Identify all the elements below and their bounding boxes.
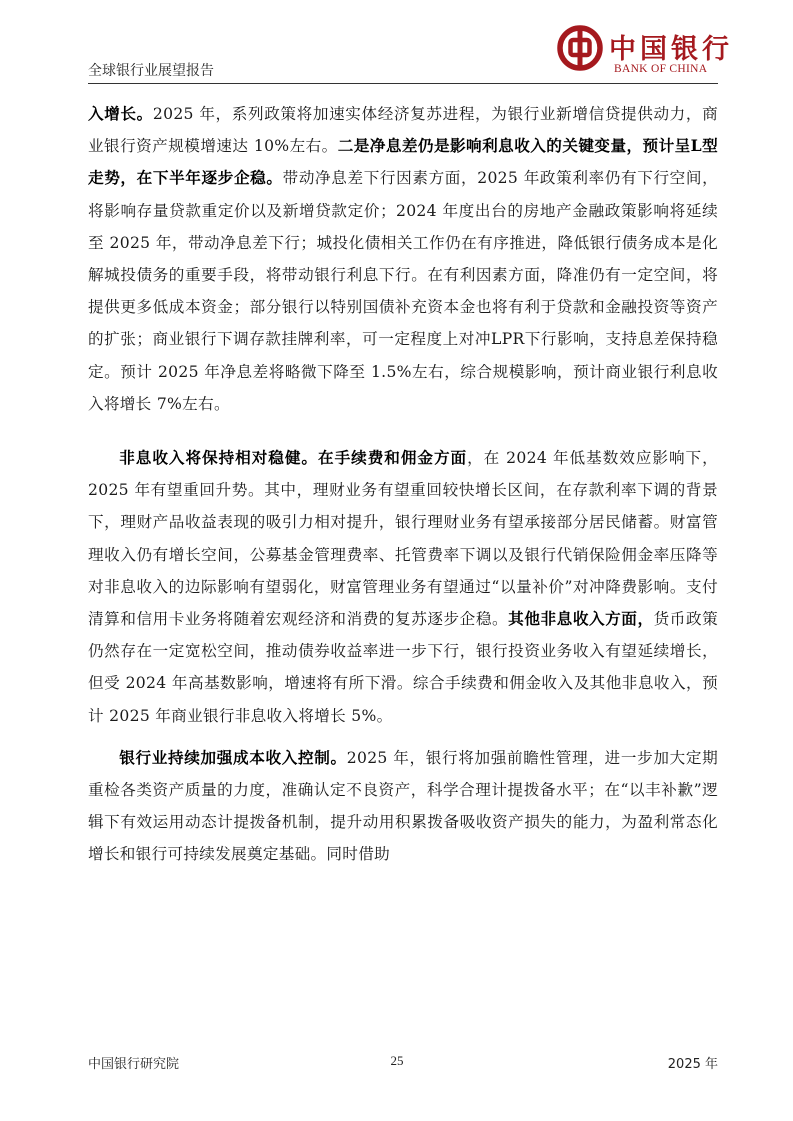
body-text: ，在 2024 年低基数效应影响下，2025 年有望重回升势。其中，理财业务有望重回较快增长区间，在存款利率下调的背景下，理财产品收益表现的吸引力相对提升，银行理财业务有望承接部分居民储蓄。财富管理收入仍有增长空间，公募基金管理费率、托管费率下调以及银行代销保险佣金率压降等对非息收入的边际影响有望弱化，财富管理业务有望通过“以量补价”对冲降费影响。支付清算和信用卡业务将随着宏观经济和消费的复苏逐步企稳。 (88, 449, 718, 629)
bold-text: 入增长。 (88, 104, 153, 123)
paragraph-cost-control (88, 742, 718, 871)
body-text: 货币政策仍然存在一定宽松空间，推动债券收益率进一步下行，银行投资业务收入有望延续增长，但受 2024 年高基数影响，增速将有所下滑。综合手续费和佣金收入及其他非息收入，预计 2025 年商业银行非息收入将增长 5%。 (88, 610, 718, 725)
header-divider (88, 83, 718, 84)
bank-of-china-logo (557, 25, 733, 79)
document-body (88, 98, 718, 871)
footer-year: 2025 年 (667, 1057, 718, 1072)
boc-emblem-icon (557, 25, 603, 71)
paragraph-non-interest-income (88, 442, 718, 732)
page-number: 25 (390, 1053, 404, 1068)
footer-organization: 中国银行研究院 (88, 1057, 180, 1072)
paragraph-interest-income (88, 98, 718, 420)
logo-chinese-text: 中国银行 (609, 34, 733, 65)
bold-text: 其他非息收入方面， (508, 609, 654, 629)
bold-text: 二是净息差仍是影响利息收入的关键变量，预计呈L型走势，在下半年逐步企稳。 (88, 136, 718, 188)
body-text: 带动净息差下行因素方面，2025 年政策利率仍有下行空间，将影响存量贷款重定价以及新增贷款定价；2024 年度出台的房地产金融政策影响将延续至 2025 年，带动净息差下行；城投化债相关工作仍在有序推进，降低银行债务成本是化解城投债务的重要手段，将带动银行利息下行。在有利因素方面，降准仍有一定空间，将提供更多低成本资金；部分银行以特别国债补充资本金也将有利于贷款和金融投资等资产的扩张；商业银行下调存款挂牌利率，可一定程度上对冲LPR下行影响，支持息差保持稳定。预计 2025 年净息差将略微下降至 1.5%左右，综合规模影响，预计商业银行利息收入将增长 7%左右。 (88, 169, 718, 413)
body-text: 2025 年，银行将加强前瞻性管理，进一步加大定期重检各类资产质量的力度，准确认定不良资产，科学合理计提拨备水平；在“以丰补歉”逻辑下有效运用动态计提拨备机制，提升动用积累拨备吸收资产损失的能力，为盈利常态化增长和银行可持续发展奠定基础。同时借助 (88, 748, 718, 864)
body-text: 2025 年，系列政策将加速实体经济复苏进程，为银行业新增信贷提供动力，商业银行资产规模增速达 10%左右。 (88, 105, 718, 156)
bold-text: 银行业持续加强成本收入控制。 (119, 747, 347, 767)
logo-english-text: BANK OF CHINA (614, 63, 708, 75)
bold-text: 非息收入将保持相对稳健。在手续费和佣金方面 (119, 448, 468, 468)
report-title: 全球银行业展望报告 (88, 63, 214, 79)
